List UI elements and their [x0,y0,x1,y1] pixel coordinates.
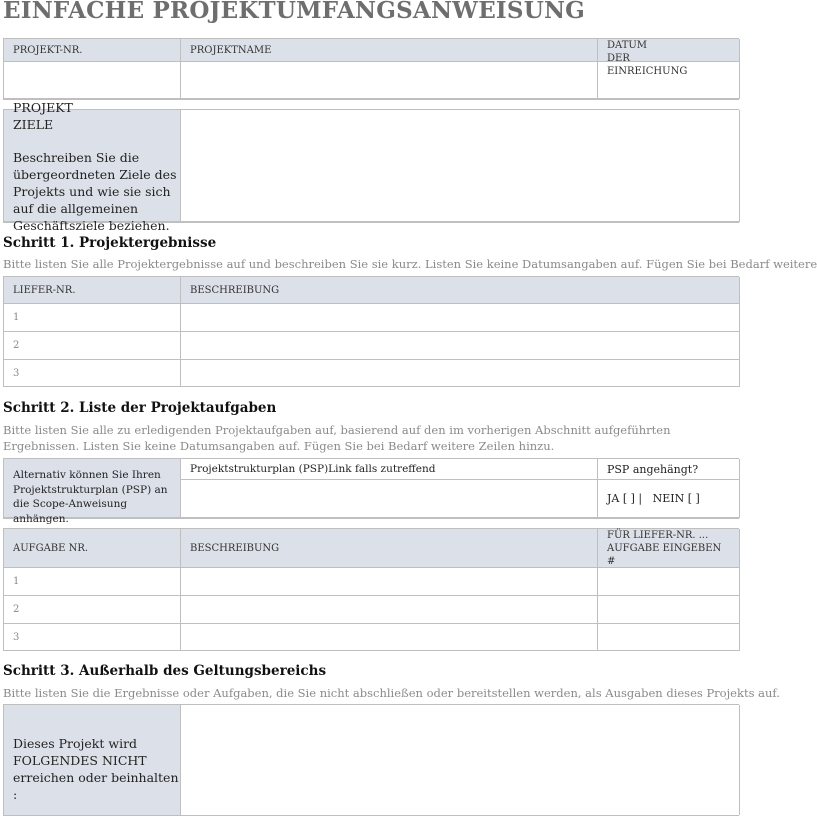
wbs-link-field[interactable] [181,480,598,518]
task-description-field[interactable] [181,596,598,624]
project-goals-section [3,100,739,233]
step2-instruction: Bitte listen Sie alle zu erledigenden Projektaufgaben auf, basierend auf den im vorherigen Abschnitt aufgeführten Ergebnissen. Listen Sie keine Datumsangaben auf. Fügen Sie bei Bedarf weitere Zeilen hinzu. [3,423,671,453]
wbs-link-label: Projektstrukturplan (PSP)Link falls zutreffend [181,459,598,480]
deliverable-description-field[interactable] [181,332,740,360]
step2-heading: Schritt 2. Liste der Projektaufgaben [3,400,277,416]
deliverable-description-field[interactable] [181,360,740,387]
wbs-attached-label: PSP angehängt? [598,459,740,480]
goals-label-line: PROJEKT [13,100,73,115]
goals-label-line: übergeordneten Ziele des [13,167,177,183]
goals-label-line: Beschreiben Sie die [13,150,140,166]
deliverable-description-header: BESCHREIBUNG [181,277,740,304]
step3-instruction: Bitte listen Sie die Ergebnisse oder Aufgaben, die Sie nicht abschließen oder bereitstellen werden, als Ausgaben dieses Projekts auf. [3,686,780,700]
task-description-header: BESCHREIBUNG [181,529,598,568]
out-of-scope-section [3,704,739,816]
step3-heading: Schritt 3. Außerhalb des Geltungsbereichs [3,663,327,679]
wbs-table [3,458,739,525]
table-row: 3 [4,360,181,387]
deliverable-description-field[interactable] [181,304,740,332]
goals-label-line: Projekts und wie sie sich [13,183,171,199]
project-name-field[interactable] [181,62,598,99]
task-number-header: AUFGABE NR. [4,529,181,568]
project-name-header: PROJEKTNAME [181,39,598,62]
out-of-scope-label: Dieses Projekt wird FOLGENDES NICHT erreichen oder beinhalten : [4,705,181,815]
task-deliverable-field[interactable] [598,624,740,651]
deliverable-number-header: LIEFER-NR. [4,277,181,304]
goals-label-line: ZIELE [13,116,54,132]
goals-label-line: auf die allgemeinen [13,200,139,216]
project-number-header: PROJEKT-NR. [4,39,181,62]
out-of-scope-field[interactable] [181,705,740,815]
project-number-field[interactable] [4,62,181,99]
step1-instruction: Bitte listen Sie alle Projektergebnisse auf und beschreiben Sie sie kurz. Listen Sie keine Datumsangaben auf. Fügen Sie bei Bedarf weitere [3,257,817,271]
submission-date-header: DATUM DER EINREICHUNG [598,39,740,62]
step1-heading: Schritt 1. Projektergebnisse [3,235,217,251]
task-deliverable-header: FÜR LIEFER-NR. ... AUFGABE EINGEBEN # [598,529,740,568]
project-info-table [3,38,739,100]
deliverables-table [3,276,739,387]
document-title: EINFACHE PROJEKTUMFANGSANWEISUNG [3,0,586,24]
table-row: 1 [4,304,181,332]
submission-date-field[interactable] [598,62,740,99]
tasks-table [3,528,739,651]
wbs-note: Alternativ können Sie Ihren Projektstrukturplan (PSP) an die Scope-Anweisung anhängen. [4,459,181,518]
table-row: 1 [4,568,181,596]
task-description-field[interactable] [181,624,598,651]
table-row: 3 [4,624,181,651]
wbs-attached-checkbox[interactable]: JA [ ] | NEIN [ ] [598,480,740,518]
project-goals-label [4,100,181,233]
goals-label-line: Geschäftsziele beziehen. [13,217,170,233]
table-row: 2 [4,596,181,624]
task-deliverable-field[interactable] [598,568,740,596]
goals-label-line [13,134,178,151]
task-deliverable-field[interactable] [598,596,740,624]
project-goals-field[interactable] [181,110,740,222]
table-row: 2 [4,332,181,360]
task-description-field[interactable] [181,568,598,596]
